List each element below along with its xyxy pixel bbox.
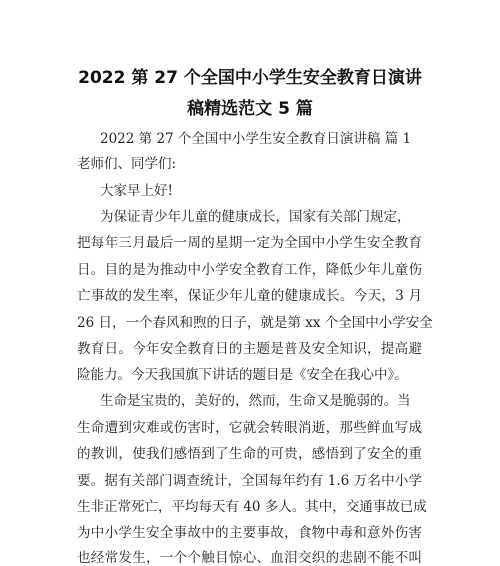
paragraph-1-line: 26 日，一个春风和煦的日子，就是第 xx 个全国中小学安全	[77, 315, 433, 331]
paragraph-2-line: 生非正常死亡，平均每天有 40 多人。其中，交通事故已成	[77, 499, 427, 515]
document-title-line-2: 稿精选范文 5 篇	[187, 99, 313, 119]
paragraph-1-line: 把每年三月最后一周的星期一定为全国中小学生安全教育	[77, 235, 422, 251]
paragraph-2-line: 的教训，使我们感悟到了生命的可贵，感悟到了安全的重	[77, 446, 422, 462]
paragraph-2-line: 要。据有关部门调查统计，全国每年约有 1.6 万名中小学	[77, 473, 422, 489]
paragraph-1-line: 日。目的是为推动中小学安全教育工作，降低少年儿童伤	[77, 262, 422, 278]
paragraph-1-line: 险能力。今天我国旗下讲话的题目是《安全在我心中》。	[77, 367, 408, 383]
paragraph-2-line: 也经常发生，一个个触目惊心、血泪交织的悲剧不能不叫	[77, 550, 422, 566]
document-title-line-1: 2022 第 27 个全国中小学生安全教育日演讲	[78, 68, 422, 88]
paragraph-1-line: 亡事故的发生率，保证少年儿童的健康成长。今天，3 月	[77, 288, 422, 304]
greeting: 大家早上好!	[100, 183, 173, 199]
paragraph-2-line: 生命遭到灾难或伤害时，它就会转眼消逝，那些鲜血写成	[77, 420, 422, 436]
paragraph-2-line: 生命是宝贵的，美好的，然而，生命又是脆弱的。当	[100, 393, 411, 409]
paragraph-1-line: 教育日。今年安全教育日的主题是普及安全知识，提高避	[77, 341, 422, 357]
paragraph-2-line: 为中小学生安全事故中的主要事故，食物中毒和意外伤害	[77, 525, 422, 541]
salutation: 老师们、同学们:	[77, 156, 177, 172]
subheading: 2022 第 27 个全国中小学生安全教育日演讲稿 篇 1	[100, 131, 412, 147]
paragraph-1-line: 为保证青少年儿童的健康成长，国家有关部门规定，	[100, 209, 411, 225]
